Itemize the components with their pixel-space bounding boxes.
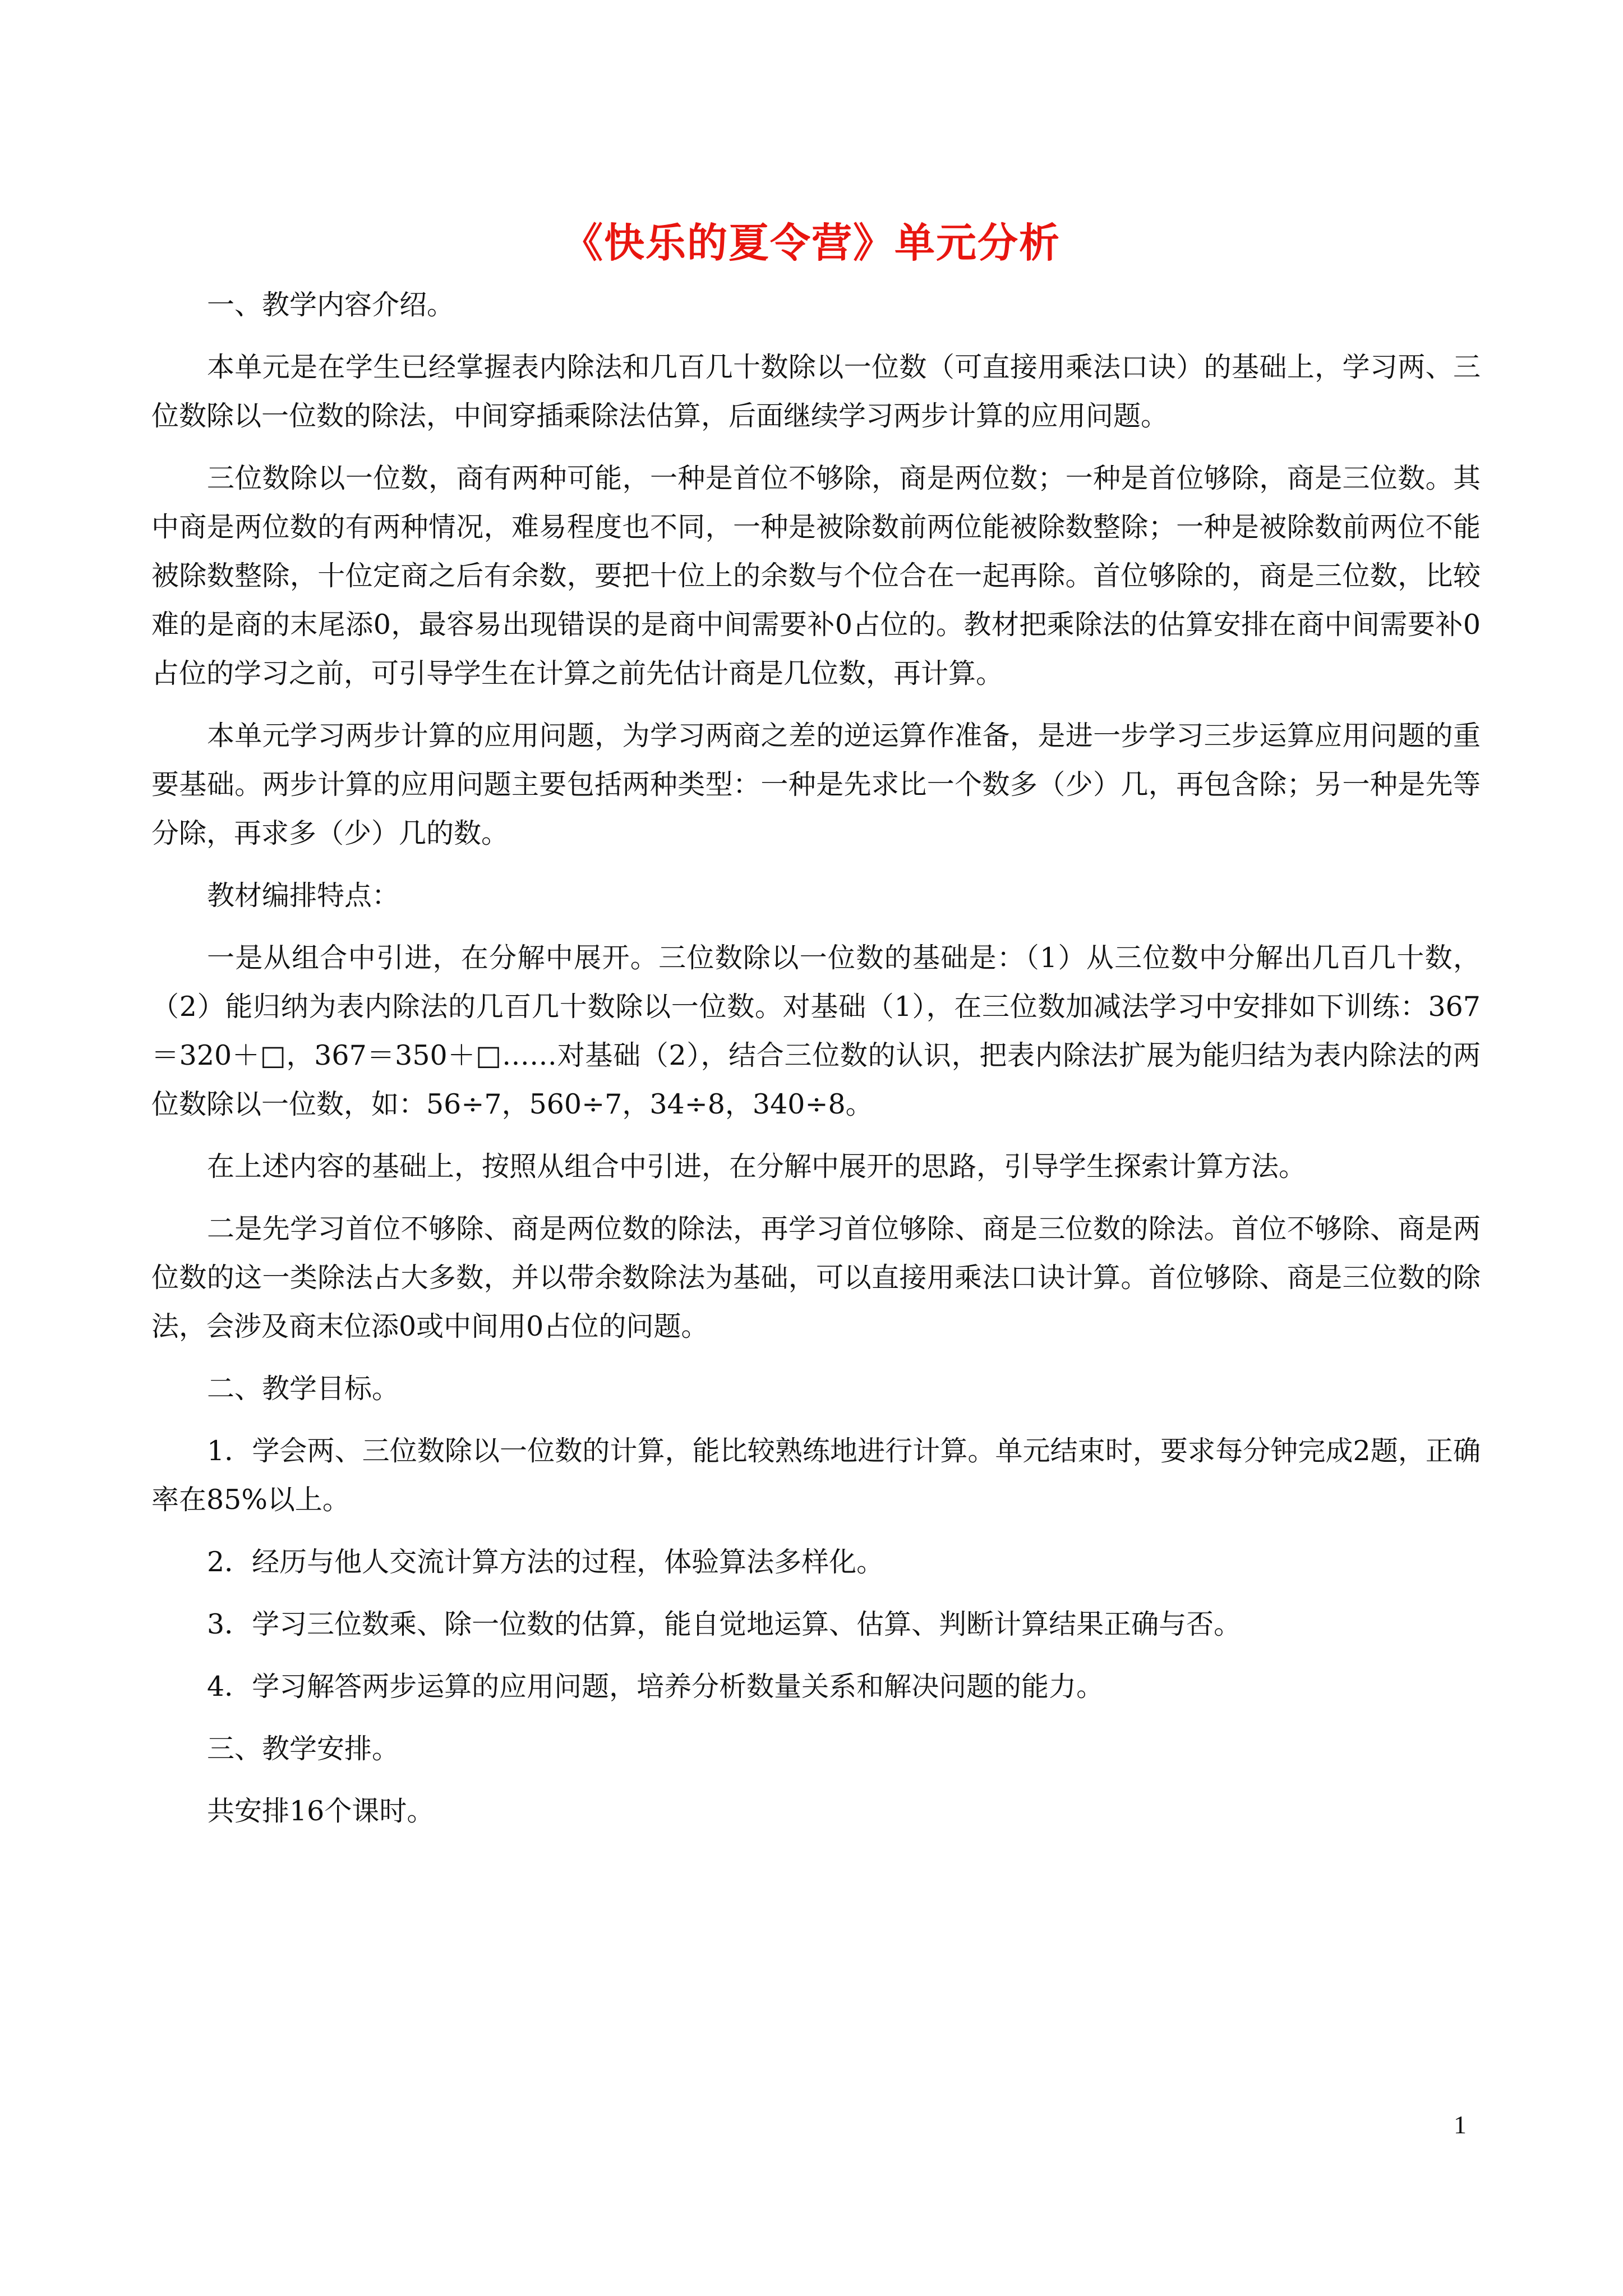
paragraph-lesson-count: 共安排16个课时。 (207, 1795, 435, 1827)
paragraph-feature-two: 二是先学习首位不够除、商是两位数的除法，再学习首位够除、商是三位数的除法。首位不够除、商是两位数的这一类除法占大多数，并以带余数除法为基础，可以直接用乘法口诀计算。首位够除、商是三位数的除法，会涉及商末位添0或中间用0占位的问题。 (151, 1213, 1481, 1342)
paragraph-method-guidance: 在上述内容的基础上，按照从组合中引进，在分解中展开的思路，引导学生探索计算方法。 (207, 1151, 1307, 1182)
section-heading-content: 一、教学内容介绍。 (207, 289, 455, 321)
goal-item-3: 3．学习三位数乘、除一位数的估算，能自觉地运算、估算、判断计算结果正确与否。 (207, 1608, 1242, 1640)
paragraph-arrangement-heading: 教材编排特点： (207, 880, 400, 912)
page-number: 1 (1454, 2110, 1467, 2139)
paragraph-intro: 本单元是在学生已经掌握表内除法和几百几十数除以一位数（可直接用乘法口诀）的基础上，学习两、三位数除以一位数的除法，中间穿插乘除法估算，后面继续学习两步计算的应用问题。 (151, 351, 1481, 432)
paragraph-two-step-problems: 本单元学习两步计算的应用问题，为学习两商之差的逆运算作准备，是进一步学习三步运算应用问题的重要基础。两步计算的应用问题主要包括两种类型：一种是先求比一个数多（少）几，再包含除；另一种是先等分除，再求多（少）几的数。 (151, 720, 1481, 849)
paragraph-three-digit-division: 三位数除以一位数，商有两种可能，一种是首位不够除，商是两位数；一种是首位够除，商是三位数。其中商是两位数的有两种情况，难易程度也不同，一种是被除数前两位能被除数整除；一种是被除数前两位不能被除数整除，十位定商之后有余数，要把十位上的余数与个位合在一起再除。首位够除的，商是三位数，比较难的是商的末尾添0，最容易出现错误的是商中间需要补0占位的。教材把乘除法的估算安排在商中间需要补0占位的学习之前，可引导学生在计算之前先估计商是几位数，再计算。 (151, 462, 1481, 689)
document-body (151, 280, 1481, 1849)
goal-item-1: 1．学会两、三位数除以一位数的计算，能比较熟练地进行计算。单元结束时，要求每分钟完成2题，正确率在85%以上。 (151, 1435, 1481, 1516)
section-heading-goals: 二、教学目标。 (207, 1373, 400, 1405)
goal-item-2: 2．经历与他人交流计算方法的过程，体验算法多样化。 (207, 1546, 884, 1578)
goal-item-4: 4．学习解答两步运算的应用问题，培养分析数量关系和解决问题的能力。 (207, 1671, 1104, 1703)
section-heading-arrangement: 三、教学安排。 (207, 1733, 400, 1765)
paragraph-feature-one: 一是从组合中引进，在分解中展开。三位数除以一位数的基础是：（1）从三位数中分解出几百几十数，（2）能归纳为表内除法的几百几十数除以一位数。对基础（1），在三位数加减法学习中安排如下训练：367＝320＋□，367＝350＋□……对基础（2），结合三位数的认识，把表内除法扩展为能归结为表内除法的两位数除以一位数，如：56÷7，560÷7，34÷8，340÷8。 (151, 942, 1481, 1120)
document-title: 《快乐的夏令营》单元分析 (562, 219, 1061, 266)
